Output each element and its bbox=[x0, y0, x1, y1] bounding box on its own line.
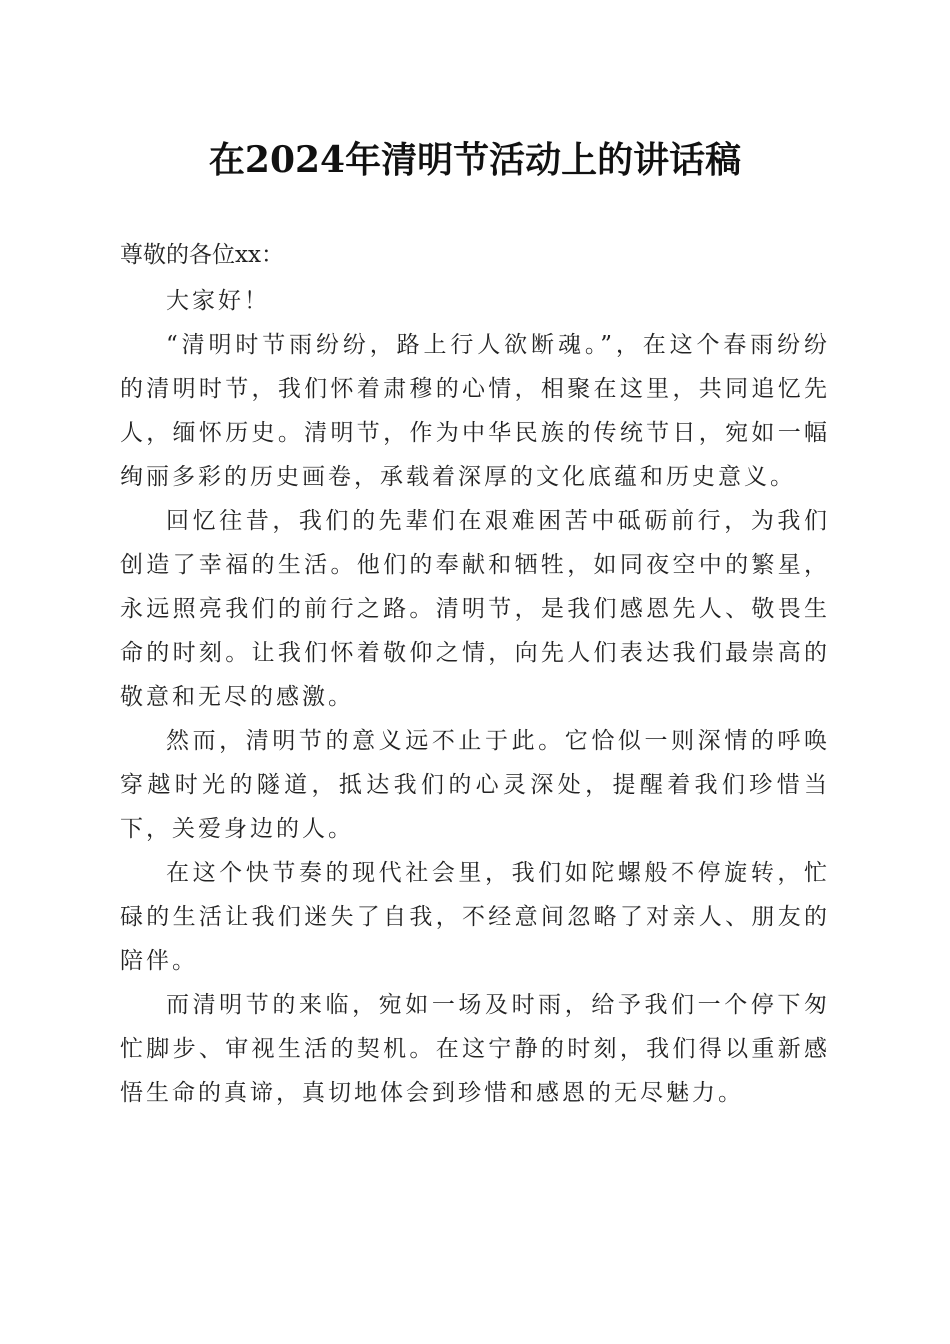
paragraph-1: “清明时节雨纷纷，路上行人欲断魂。”，在这个春雨纷纷的清明时节，我们怀着肃穆的心情，相聚在这里，共同追忆先人，缅怀历史。清明节，作为中华民族的传统节日，宛如一幅绚丽多彩的历史画卷，承载着深厚的文化底蕴和历史意义。 bbox=[120, 332, 830, 490]
paragraph-5: 而清明节的来临，宛如一场及时雨，给予我们一个停下匆忙脚步、审视生活的契机。在这宁静的时刻，我们得以重新感悟生命的真谛，真切地体会到珍惜和感恩的无尽魅力。 bbox=[120, 992, 830, 1106]
salutation: 尊敬的各位xx： bbox=[120, 242, 284, 268]
paragraph-greeting: 大家好！ bbox=[166, 288, 270, 314]
paragraph-2: 回忆往昔，我们的先辈们在艰难困苦中砥砺前行，为我们创造了幸福的生活。他们的奉献和牺牲，如同夜空中的繁星，永远照亮我们的前行之路。清明节，是我们感恩先人、敬畏生命的时刻。让我们怀着敬仰之情，向先人们表达我们最崇高的敬意和无尽的感激。 bbox=[120, 508, 830, 710]
document-title: 在2024年清明节活动上的讲话稿 bbox=[208, 139, 742, 181]
document-body bbox=[120, 279, 830, 1115]
paragraph-3: 然而，清明节的意义远不止于此。它恰似一则深情的呼唤穿越时光的隧道，抵达我们的心灵深处，提醒着我们珍惜当下，关爱身边的人。 bbox=[120, 728, 830, 842]
paragraph-4: 在这个快节奏的现代社会里，我们如陀螺般不停旋转，忙碌的生活让我们迷失了自我，不经意间忽略了对亲人、朋友的陪伴。 bbox=[120, 860, 830, 974]
